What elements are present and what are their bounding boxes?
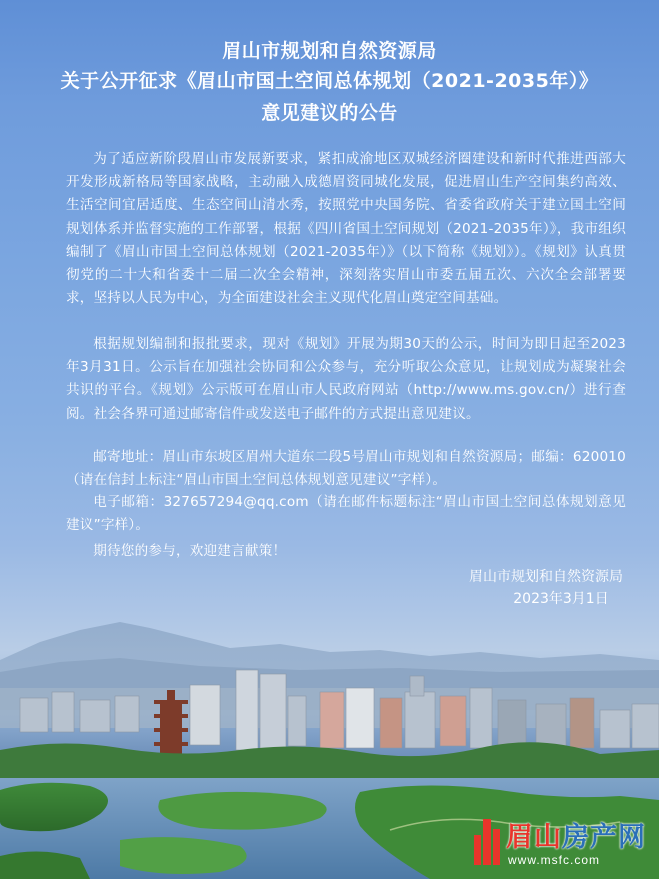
header-org-title: 眉山市规划和自然资源局: [222, 40, 437, 62]
header-subtitle: 意见建议的公告: [261, 102, 398, 124]
building-logo-icon: [470, 813, 504, 865]
paragraph-publicity: 根据规划编制和报批要求，现对《规划》开展为期30天的公示，时间为即日起至2023年3月31日。公示旨在加强社会协同和公众参与，充分听取公众意见，让规划成为凝聚社会共识的平台。《规划》公示版可在眉山市人民政府网站（http://www.ms.gov.cn/）进行查阅。社会各界可通过邮寄信件或发送电子邮件的方式提出意见建议。: [66, 336, 626, 422]
signature-org: 眉山市规划和自然资源局: [469, 569, 623, 585]
watermark-name: [506, 815, 646, 854]
watermark-logo: [468, 815, 659, 879]
watermark-url: www.msfc.com: [508, 853, 601, 867]
signature-date: 2023年3月1日: [513, 591, 609, 607]
watermark-name-blue: 房产网: [562, 822, 646, 853]
paragraph-mail-address: 邮寄地址：眉山市东坡区眉州大道东二段5号眉山市规划和自然资源局；邮编：620010（请在信封上标注“眉山市国土空间总体规划意见建议”字样）。: [66, 449, 626, 489]
paragraph-email: 电子邮箱：327657294@qq.com（请在邮件标题标注“眉山市国土空间总体规划意见建议”字样）。: [66, 494, 626, 534]
paragraph-closing: 期待您的参与，欢迎建言献策！: [93, 543, 287, 559]
paragraph-background: 为了适应新阶段眉山市发展新要求，紧扣成渝地区双城经济圈建设和新时代推进西部大开发形成新格局等国家战略，主动融入成德眉资同城化发展，促进眉山生产空间集约高效、生活空间宜居适度、生态空间山清水秀，按照党中央国务院、省委省政府关于建立国土空间规划体系并监督实施的工作部署，根据《四川省国土空间规划（2021-2035年）》，我市组织编制了《眉山市国土空间总体规划（2021-2035年）》（以下简称《规划》）。《规划》认真贯彻党的二十大和省委十二届二次全会精神，深刻落实眉山市委五届五次、六次全会部署要求，坚持以人民为中心，为全面建设社会主义现代化眉山奠定空间基础。: [66, 151, 626, 307]
header-main-title: 关于公开征求《眉山市国土空间总体规划（2021-2035年）》: [60, 70, 599, 92]
watermark-name-red: 眉山: [506, 822, 562, 853]
